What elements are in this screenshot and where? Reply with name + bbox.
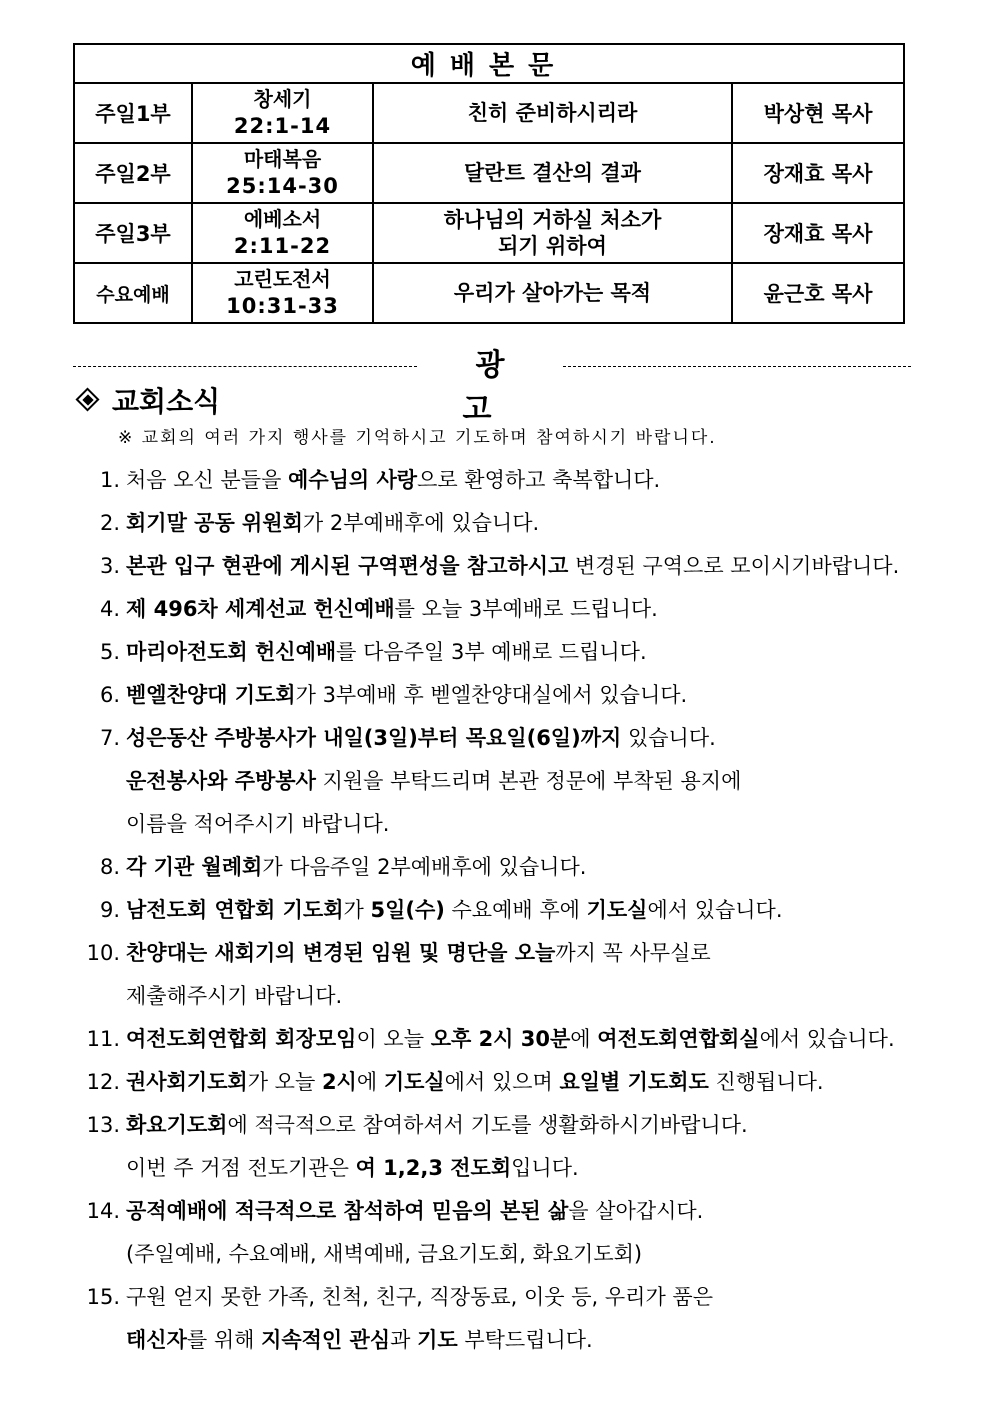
worship-row: [74, 263, 904, 323]
body-text: 과: [390, 1328, 418, 1352]
emphasis-text: 요일별 기도회도: [559, 1070, 709, 1094]
emphasis-text: 회기말 공동 위원회: [126, 511, 303, 535]
body-text: 을 살아갑시다.: [568, 1199, 704, 1223]
item-number: 9.: [99, 898, 120, 922]
body-text: 에서 있습니다.: [647, 898, 783, 922]
body-text: 부탁드립니다.: [457, 1328, 593, 1352]
emphasis-text: 권사회기도회: [126, 1070, 248, 1094]
announcement-item: [68, 1021, 928, 1064]
announcement-item: [68, 634, 928, 677]
announcements-heading: 광고: [462, 348, 531, 427]
scripture-book: 마태복음: [243, 147, 322, 171]
announcement-item: [68, 1064, 928, 1107]
scripture-reference: [192, 203, 373, 263]
item-number: 11.: [86, 1027, 120, 1051]
item-text: [126, 1021, 928, 1064]
emphasis-text: 기도실: [586, 898, 648, 922]
item-line: [126, 1150, 928, 1193]
body-text: 가 3부예배 후 벧엘찬양대실에서 있습니다.: [295, 683, 688, 707]
item-line: [126, 806, 928, 849]
emphasis-text: 공적예배에 적극적으로 참석하여 믿음의 본된 삶: [126, 1199, 569, 1223]
emphasis-text: 성은동산 주방봉사가 내일(3일)부터 목요일(6일)까지: [126, 726, 622, 750]
emphasis-text: 벧엘찬양대 기도회: [126, 683, 296, 707]
body-text: 입니다.: [511, 1156, 579, 1180]
emphasis-text: 각 기관 월례회: [126, 855, 263, 879]
sermon-title-line: 되기 위하여: [498, 234, 607, 258]
item-text: [126, 677, 928, 720]
body-text: 이번 주 거점 전도기관은: [126, 1156, 356, 1180]
scripture-verse: 2:11-22: [233, 234, 332, 258]
announcement-item: [68, 849, 928, 892]
scripture-book: 고린도전서: [234, 267, 331, 291]
sermon-title: [373, 143, 732, 203]
body-text: 구원 얻지 못한 가족, 친척, 친구, 직장동료, 이웃 등, 우리가 품은: [126, 1285, 713, 1309]
sermon-title-line: 달란트 결산의 결과: [464, 161, 641, 185]
emphasis-text: 여 1,2,3 전도회: [355, 1156, 512, 1180]
item-text: [126, 1193, 928, 1279]
item-number: 3.: [99, 554, 120, 578]
service-name: 주일1부: [74, 83, 192, 143]
announcement-item: [68, 462, 928, 505]
church-news-heading: [76, 380, 220, 420]
emphasis-text: 남전도회 연합회 기도회: [126, 898, 344, 922]
announcement-list: [68, 462, 928, 1365]
announcement-item: [68, 1107, 928, 1193]
announcement-item: [68, 892, 928, 935]
worship-row: [74, 83, 904, 143]
emphasis-text: 태신자: [126, 1328, 187, 1352]
body-text: 처음 오신 분들을: [126, 468, 289, 492]
worship-table-heading: 예배본문: [74, 44, 904, 83]
item-text: [126, 1107, 928, 1193]
body-text: 제출해주시기 바랍니다.: [126, 984, 343, 1008]
item-text: [126, 462, 928, 505]
item-line: [126, 591, 928, 634]
announcement-item: [68, 1279, 928, 1365]
emphasis-text: 화요기도회: [126, 1113, 228, 1137]
item-line: [126, 1107, 928, 1150]
item-number: 5.: [99, 640, 120, 664]
scripture-book: 에베소서: [243, 207, 322, 231]
scripture-book: 창세기: [253, 87, 312, 111]
sermon-title-line: 친히 준비하시리라: [467, 101, 638, 125]
body-text: 가 오늘: [247, 1070, 322, 1094]
sermon-title-line: 우리가 살아가는 목적: [453, 281, 652, 305]
body-text: 가 2부예배후에 있습니다.: [302, 511, 540, 535]
sermon-title-line: 하나님의 거하실 처소가: [443, 208, 662, 232]
item-line: [126, 1193, 928, 1236]
announcement-item: [68, 591, 928, 634]
emphasis-text: 기도실: [383, 1070, 445, 1094]
item-line: [126, 1064, 928, 1107]
preacher-name: 장재효 목사: [732, 203, 904, 263]
preacher-name: 윤근호 목사: [732, 263, 904, 323]
body-text: 가: [343, 898, 371, 922]
section-title: 교회소식: [112, 385, 221, 418]
item-number: 1.: [99, 468, 120, 492]
worship-row: [74, 143, 904, 203]
service-name: 수요예배: [74, 263, 192, 323]
emphasis-text: 5일(수): [370, 898, 445, 922]
item-line: [126, 548, 928, 591]
dashed-rule: [73, 366, 417, 367]
emphasis-text: 기도: [417, 1328, 458, 1352]
body-text: 수요예배 후에: [444, 898, 587, 922]
item-number: 7.: [99, 726, 120, 750]
emphasis-text: 제 496차 세계선교 헌신예배: [126, 597, 395, 621]
body-text: 변경된 구역으로 모이시기바랍니다.: [568, 554, 900, 578]
emphasis-text: 지속적인 관심: [261, 1328, 391, 1352]
emphasis-text: 예수님의 사랑: [288, 468, 418, 492]
body-text: 에서 있습니다.: [759, 1027, 895, 1051]
item-line: [126, 849, 928, 892]
sermon-title: [373, 83, 732, 143]
announcement-item: [68, 935, 928, 1021]
item-text: [126, 591, 928, 634]
item-line: [126, 763, 928, 806]
scripture-verse: 10:31-33: [226, 294, 339, 318]
body-text: 으로 환영하고 축복합니다.: [417, 468, 661, 492]
item-text: [126, 1064, 928, 1107]
scripture-reference: [192, 143, 373, 203]
item-number: 10.: [86, 941, 120, 965]
diamond-bullet-icon: [76, 388, 100, 412]
item-text: [126, 634, 928, 677]
dashed-rule: [563, 366, 911, 367]
item-line: [126, 505, 928, 548]
item-line: [126, 892, 928, 935]
item-number: 2.: [99, 511, 120, 535]
item-text: [126, 720, 928, 849]
item-number: 13.: [86, 1113, 120, 1137]
announcement-item: [68, 1193, 928, 1279]
body-text: 진행됩니다.: [708, 1070, 824, 1094]
body-text: 지원을 부탁드리며 본관 정문에 부착된 용지에: [315, 769, 742, 793]
item-number: 6.: [99, 683, 120, 707]
item-line: [126, 1021, 928, 1064]
emphasis-text: 운전봉사와 주방봉사: [126, 769, 316, 793]
item-line: [126, 978, 928, 1021]
item-line: [126, 935, 928, 978]
body-text: 에: [356, 1070, 384, 1094]
scripture-verse: 25:14-30: [226, 174, 339, 198]
scripture-verse: 22:1-14: [233, 114, 332, 138]
item-number: 12.: [86, 1070, 120, 1094]
item-line: [126, 634, 928, 677]
item-line: [126, 1322, 928, 1365]
body-text: 를 다음주일 3부 예배로 드립니다.: [336, 640, 647, 664]
service-name: 주일2부: [74, 143, 192, 203]
preacher-name: 박상현 목사: [732, 83, 904, 143]
item-line: [126, 1236, 928, 1279]
sermon-title: [373, 203, 732, 263]
item-text: [126, 892, 928, 935]
item-line: [126, 677, 928, 720]
item-text: [126, 935, 928, 1021]
body-text: (주일예배, 수요예배, 새벽예배, 금요기도회, 화요기도회): [126, 1242, 643, 1266]
body-text: 를 오늘 3부예배로 드립니다.: [394, 597, 658, 621]
item-number: 15.: [86, 1285, 120, 1309]
item-number: 14.: [86, 1199, 120, 1223]
sermon-title: [373, 263, 732, 323]
body-text: 에서 있으며: [444, 1070, 560, 1094]
body-text: 이름을 적어주시기 바랍니다.: [126, 812, 390, 836]
item-line: [126, 462, 928, 505]
announcement-item: [68, 548, 928, 591]
announcement-item: [68, 720, 928, 849]
emphasis-text: 찬양대는 새회기의 변경된 임원 및 명단을 오늘: [126, 941, 556, 965]
item-line: [126, 1279, 928, 1322]
item-text: [126, 548, 928, 591]
emphasis-text: 마리아전도회 헌신예배: [126, 640, 337, 664]
emphasis-text: 여전도회연합회실: [597, 1027, 760, 1051]
intro-note: ※ 교회의 여러 가지 행사를 기억하시고 기도하며 참여하시기 바랍니다.: [118, 428, 717, 448]
body-text: 가 다음주일 2부예배후에 있습니다.: [262, 855, 587, 879]
emphasis-text: 오후 2시 30분: [430, 1027, 571, 1051]
scripture-reference: [192, 83, 373, 143]
preacher-name: 장재효 목사: [732, 143, 904, 203]
body-text: 에: [570, 1027, 598, 1051]
item-text: [126, 849, 928, 892]
body-text: 에 적극적으로 참여하셔서 기도를 생활화하시기바랍니다.: [227, 1113, 748, 1137]
emphasis-text: 2시: [321, 1070, 357, 1094]
item-text: [126, 1279, 928, 1365]
service-name: 주일3부: [74, 203, 192, 263]
emphasis-text: 본관 입구 현관에 게시된 구역편성을 참고하시고: [126, 554, 569, 578]
announcement-item: [68, 505, 928, 548]
item-text: [126, 505, 928, 548]
body-text: 이 오늘: [356, 1027, 431, 1051]
worship-scripture-table: [73, 43, 905, 324]
worship-row: [74, 203, 904, 263]
body-text: 까지 꼭 사무실로: [555, 941, 711, 965]
item-number: 4.: [99, 597, 120, 621]
scripture-reference: [192, 263, 373, 323]
announcement-item: [68, 677, 928, 720]
item-line: [126, 720, 928, 763]
emphasis-text: 여전도회연합회 회장모임: [126, 1027, 357, 1051]
body-text: 를 위해: [186, 1328, 262, 1352]
body-text: 있습니다.: [621, 726, 716, 750]
item-number: 8.: [99, 855, 120, 879]
